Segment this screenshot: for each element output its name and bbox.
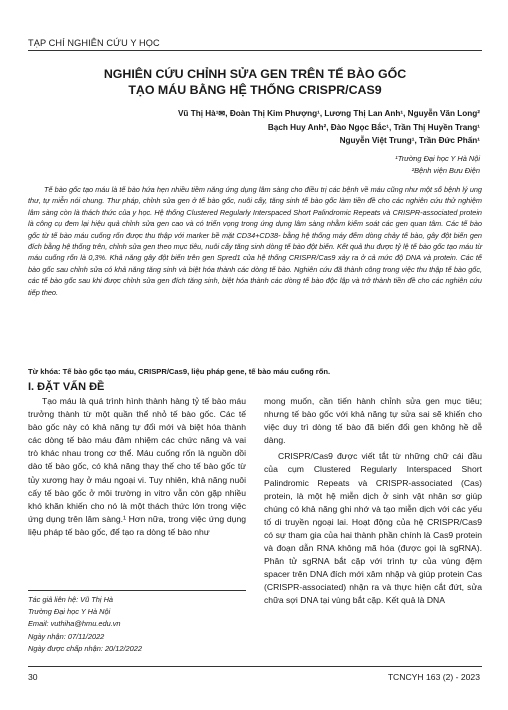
affiliations <box>180 153 480 177</box>
title-line-2: TẠO MÁU BẰNG HỆ THỐNG CRISPR/CAS9 <box>128 83 382 97</box>
journal-issue: TCNCYH 163 (2) - 2023 <box>387 672 480 682</box>
journal-header: TẠP CHÍ NGHIÊN CỨU Y HỌC <box>28 38 482 51</box>
affiliation-2: ²Bệnh viện Bưu Điện <box>411 166 480 175</box>
page-number: 30 <box>28 672 38 682</box>
corresponding-author: Tác giả liên hệ: Vũ Thị Hà <box>28 595 114 604</box>
accepted-date: Ngày được chấp nhận: 20/12/2022 <box>28 643 142 653</box>
abstract: Tế bào gốc tạo máu là tế bào hứa hẹn nhiều tiềm năng ứng dụng lâm sàng cho điều trị các bệnh về máu cũng như một số bệnh lý ung thư, tự miễn nói chung. Thư pháp, chỉnh sửa gen ở tế bào gốc, nuôi cấy, tăng sinh tế bào gốc làm tiền đề cho các nghiên cứu thử nghiệm lâm sàng còn là thách thức của y học. Hệ thống Clustered Regularly Interspaced Short Palindromic Repeats và CRISPR-associated protein là công cụ đem lại hiệu quả chỉnh sửa gen cao và có triển vọng trong ứng dụng lâm sàng nhằm kiểm soát các gen quan tâm. Các tế bào gốc từ tế bào máu cuống rốn được thu thập với marker bề mặt CD34+CD38- bằng hệ thống máy đếm dòng chảy tế bào, gây đột biến gen đích bằng hệ thống trên, chỉnh sửa gen theo mục tiêu, nuôi cấy tăng sinh dòng tế bào đột biến. Kết quả thu được tỷ lệ tế bào gốc tạo máu từ máu cuống rốn là 0,3%. Khả năng gây đột biến trên gen Spred1 của hệ thống CRISPR/Cas9 xảy ra ở cả mức độ DNA và protein. Các tế bào gốc sau chỉnh sửa có khả năng tăng sinh và biệt hóa thành các dòng tế bào. Nghiên cứu đã thành công trong việc thu thập tế bào gốc, các tế bào gốc sau khi được chỉnh sửa gen đích tăng sinh, biệt hóa thành các dòng tế bào độc lập và trở thành tiền đề cho các nghiên cứu tiếp theo. <box>28 185 482 297</box>
authors-line-3: Nguyễn Việt Trung¹, Trần Đức Phấn¹ <box>339 136 480 145</box>
right-paragraph-1: mong muốn, cần tiến hành chỉnh sửa gen mục tiêu; nhưng tế bào gốc với khả năng tự sửa sai sẽ khiến cho việc duy trì dòng tế bào đã biến đổi gen không hề dễ dàng. <box>264 396 482 446</box>
correspondence-box <box>28 590 246 655</box>
corresponding-email: Email: vuthiha@hmu.edu.vn <box>28 619 121 629</box>
author-list <box>40 107 480 148</box>
keywords: Từ khóa: Tế bào gốc tạo máu, CRISPR/Cas9, liệu pháp gene, tế bào máu cuống rốn. <box>28 367 331 376</box>
left-column <box>28 395 246 542</box>
authors-line-2: Bạch Huy Anh², Đào Ngọc Bắc¹, Trần Thị Huyền Trang¹ <box>267 122 480 132</box>
title-line-1: NGHIÊN CỨU CHỈNH SỬA GEN TRÊN TẾ BÀO GỐC <box>103 67 407 81</box>
authors-line-1: Vũ Thị Hà¹✉, Đoàn Thị Kim Phượng¹, Lương Thị Lan Anh¹, Nguyễn Văn Long² <box>177 109 480 118</box>
corresponding-institution: Trường Đại học Y Hà Nội <box>28 607 111 617</box>
right-column <box>264 395 482 611</box>
affiliation-1: ¹Trường Đại học Y Hà Nội <box>395 154 480 163</box>
section-heading: I. ĐẶT VẤN ĐỀ <box>28 381 105 393</box>
received-date: Ngày nhận: 07/11/2022 <box>28 631 105 641</box>
article-title <box>30 66 480 98</box>
right-paragraph-2: CRISPR/Cas9 được viết tắt từ những chữ cái đầu của cụm Clustered Regularly Interspaced Short Palindromic Repeats và CRISPR-associated (Cas) protein, là một hệ miễn dịch ở sinh vật nhân sơ giúp chúng có khả năng ghi nhớ và tạo miễn dịch với các yếu tố di truyền ngoại lai. Hoạt động của hệ CRISPR/Cas9 có sự tham gia của hai thành phần chính là Cas9 protein và đoạn dẫn RNA không mã hóa (được gọi là sgRNA). Phân tử sgRNA bắt cặp với trình tự của vùng đệm spacer trên DNA đích mới xâm nhập và giúp protein Cas (CRISPR-associated) nhận ra và thực hiện cắt đứt, sửa chữa sợi DNA tại vùng bắt cặp. Kết quả là DNA <box>264 451 482 606</box>
footer-rule <box>28 666 482 667</box>
left-paragraph-1: Tạo máu là quá trình hình thành hàng tỷ tế bào máu trưởng thành từ một quần thể nhỏ tế bào gốc. Các tế bào gốc này có khả năng tự đổi mới và biệt hóa thành các dòng tế bào máu đảm nhiệm các chức năng và vai trò khác nhau trong cơ thể. Máu cuống rốn là nguồn dồi dào tế bào gốc, có khả năng thay thế cho tế bào gốc từ tủy xương hay ở máu ngoại vi. Tuy nhiên, khả năng nuôi cấy tế bào gốc ở môi trường in vitro vẫn còn gặp nhiều khó khăn khiến cho nó là một thách thức lớn trong việc ứng dụng trên lâm sàng.¹ Hơn nữa, trong việc ứng dụng liệu pháp tế bào gốc, để tạo ra dòng tế bào như <box>28 396 246 537</box>
